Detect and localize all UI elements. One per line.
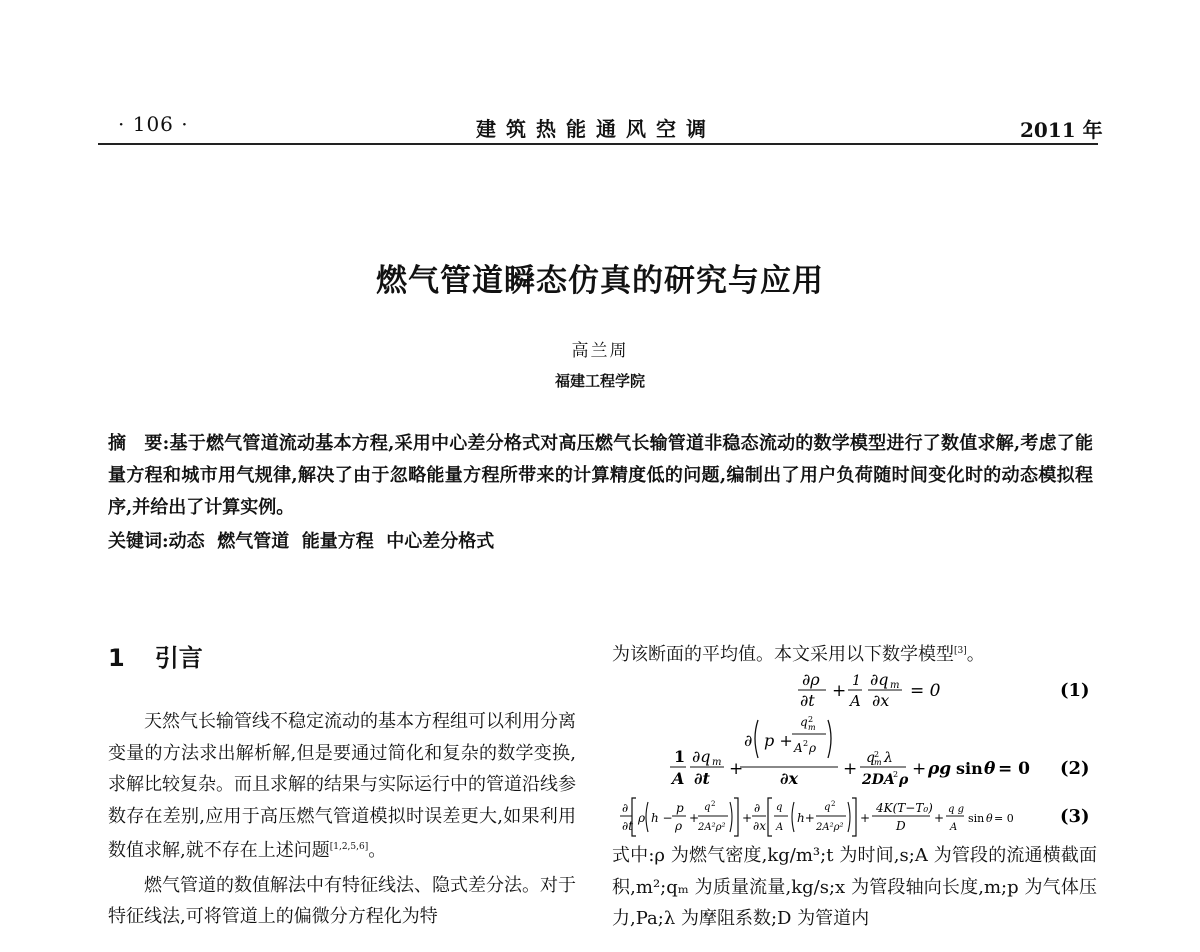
svg-text:2: 2 <box>831 800 836 808</box>
keywords-text: 动态 燃气管道 能量方程 中心差分格式 <box>168 531 495 552</box>
svg-text:∂x: ∂x <box>780 769 799 788</box>
svg-text:p: p <box>676 801 684 815</box>
svg-text:∂ρ: ∂ρ <box>802 670 820 689</box>
variable-definitions: 式中:ρ 为燃气密度,kg/m³;t 为时间,s;A 为管段的流通横截面积,m²;qₘ 为质量流量,kg/s;x 为管段轴向长度,m;p 为气体压力,Pa;λ 为摩阻系数;D 为管道内 <box>612 845 1097 929</box>
svg-text:θ: θ <box>986 812 993 825</box>
svg-text:2: 2 <box>808 715 814 724</box>
svg-text:ρ: ρ <box>899 772 909 788</box>
page-number: · 106 · <box>118 112 189 136</box>
svg-text:= 0: = 0 <box>910 681 941 701</box>
svg-text:2: 2 <box>893 770 899 779</box>
article-affiliation: 福建工程学院 <box>554 372 645 390</box>
svg-text:+: + <box>689 811 700 825</box>
svg-text:= 0: = 0 <box>994 812 1014 825</box>
equation-2 <box>612 712 1097 790</box>
section-heading <box>108 638 203 673</box>
svg-text:2A²ρ²: 2A²ρ² <box>698 822 726 833</box>
svg-text:ρ: ρ <box>638 811 646 825</box>
citation-1: [1,2,5,6] <box>329 842 369 852</box>
left-column <box>108 706 576 933</box>
svg-text:m: m <box>808 723 816 732</box>
svg-text:+: + <box>934 811 945 825</box>
equation-3 <box>612 792 1097 842</box>
svg-text:1: 1 <box>852 673 861 689</box>
svg-text:A: A <box>776 822 784 833</box>
equation-2-number: (2) <box>1060 758 1090 779</box>
svg-text:+: + <box>832 681 847 701</box>
svg-text:q: q <box>866 750 875 766</box>
abstract <box>108 428 1093 524</box>
svg-text:4K(T−T₀): 4K(T−T₀) <box>876 801 933 815</box>
paragraph-1-end: 。 <box>368 840 387 861</box>
svg-text:h+: h+ <box>797 811 815 825</box>
svg-text:2: 2 <box>874 750 880 759</box>
equation-1 <box>612 668 1097 710</box>
svg-text:ρ: ρ <box>675 819 683 833</box>
svg-text:+: + <box>843 759 858 779</box>
model-intro-end: 。 <box>966 644 985 665</box>
abstract-label: 摘 要: <box>108 433 170 454</box>
header-rule <box>98 143 1098 145</box>
svg-text:∂t: ∂t <box>694 769 710 788</box>
svg-text:+: + <box>729 759 744 779</box>
svg-text:h −: h − <box>651 811 673 825</box>
svg-text:sin: sin <box>968 812 985 825</box>
svg-text:∂: ∂ <box>754 801 761 815</box>
svg-text:A: A <box>950 822 958 833</box>
svg-text:A: A <box>672 769 685 788</box>
svg-text:∂x: ∂x <box>872 691 890 710</box>
svg-text:m: m <box>712 757 722 768</box>
svg-text:A: A <box>794 741 803 755</box>
svg-text:+: + <box>742 811 753 825</box>
svg-text:+: + <box>860 811 871 825</box>
svg-text:1: 1 <box>674 747 686 766</box>
svg-text:+: + <box>912 759 927 779</box>
svg-text:q: q <box>704 802 711 813</box>
svg-text:m: m <box>874 758 882 767</box>
svg-text:∂q: ∂q <box>870 670 889 689</box>
equation-1-number: (1) <box>1060 680 1090 701</box>
svg-text:∂: ∂ <box>744 731 753 750</box>
right-column-intro <box>612 640 1097 666</box>
article-title: 燃气管道瞬态仿真的研究与应用 <box>376 263 824 299</box>
svg-text:∂q: ∂q <box>692 747 711 766</box>
svg-text:λ: λ <box>884 750 893 766</box>
svg-text:∂t: ∂t <box>622 819 634 833</box>
svg-text:∂: ∂ <box>622 801 629 815</box>
model-intro-text: 为该断面的平均值。本文采用以下数学模型 <box>612 644 954 665</box>
article-author: 高兰周 <box>571 341 629 361</box>
section-title: 引言 <box>154 644 203 672</box>
svg-text:∂x: ∂x <box>753 819 766 833</box>
keywords <box>108 527 1093 553</box>
svg-text:θ: θ <box>984 759 996 779</box>
svg-text:A: A <box>850 692 861 710</box>
journal-name: 建筑热能通风空调 <box>476 117 716 141</box>
svg-text:q: q <box>824 802 831 813</box>
svg-text:2: 2 <box>803 739 809 748</box>
svg-text:m: m <box>890 680 900 691</box>
paragraph-intro-2: 燃气管道的数值解法中有特征线法、隐式差分法。对于特征线法,可将管道上的偏微分方程化为特 <box>108 874 576 927</box>
section-number: 1 <box>108 644 125 672</box>
svg-text:sin: sin <box>956 759 983 778</box>
svg-text:ρg: ρg <box>928 759 952 779</box>
svg-text:= 0: = 0 <box>998 759 1030 779</box>
paragraph-1-text: 天然气长输管线不稳定流动的基本方程组可以利用分离变量的方法求出解析解,但是要通过简化和复杂的数学变换,求解比较复杂。而且求解的结果与实际运行中的管道沿线参数存在差别,应用于高压燃气管道模拟时误差更大,如果利用数值求解,就不存在上述问题 <box>108 711 576 861</box>
svg-text:q g: q g <box>948 804 964 815</box>
svg-text:D: D <box>896 819 906 833</box>
svg-text:2: 2 <box>711 800 716 808</box>
svg-text:2A²ρ²: 2A²ρ² <box>816 822 844 833</box>
paragraph-intro-1 <box>108 706 576 867</box>
svg-text:ρ: ρ <box>809 741 817 755</box>
keywords-label: 关键词: <box>108 531 169 552</box>
journal-year: 2011 年 <box>1020 118 1103 142</box>
svg-text:q: q <box>776 802 783 813</box>
svg-text:∂t: ∂t <box>800 691 815 710</box>
svg-text:q: q <box>800 715 808 729</box>
equation-3-number: (3) <box>1060 806 1090 827</box>
svg-text:2DA: 2DA <box>862 772 895 788</box>
svg-text:p +: p + <box>764 731 793 750</box>
citation-3: [3] <box>954 646 967 656</box>
abstract-text: 基于燃气管道流动基本方程,采用中心差分格式对高压燃气长输管道非稳态流动的数学模型进行了数值求解,考虑了能量方程和城市用气规律,解决了由于忽略能量方程所带来的计算精度低的问题,编制出了用户负荷随时间变化时的动态模拟程序,并给出了计算实例。 <box>108 433 1093 518</box>
